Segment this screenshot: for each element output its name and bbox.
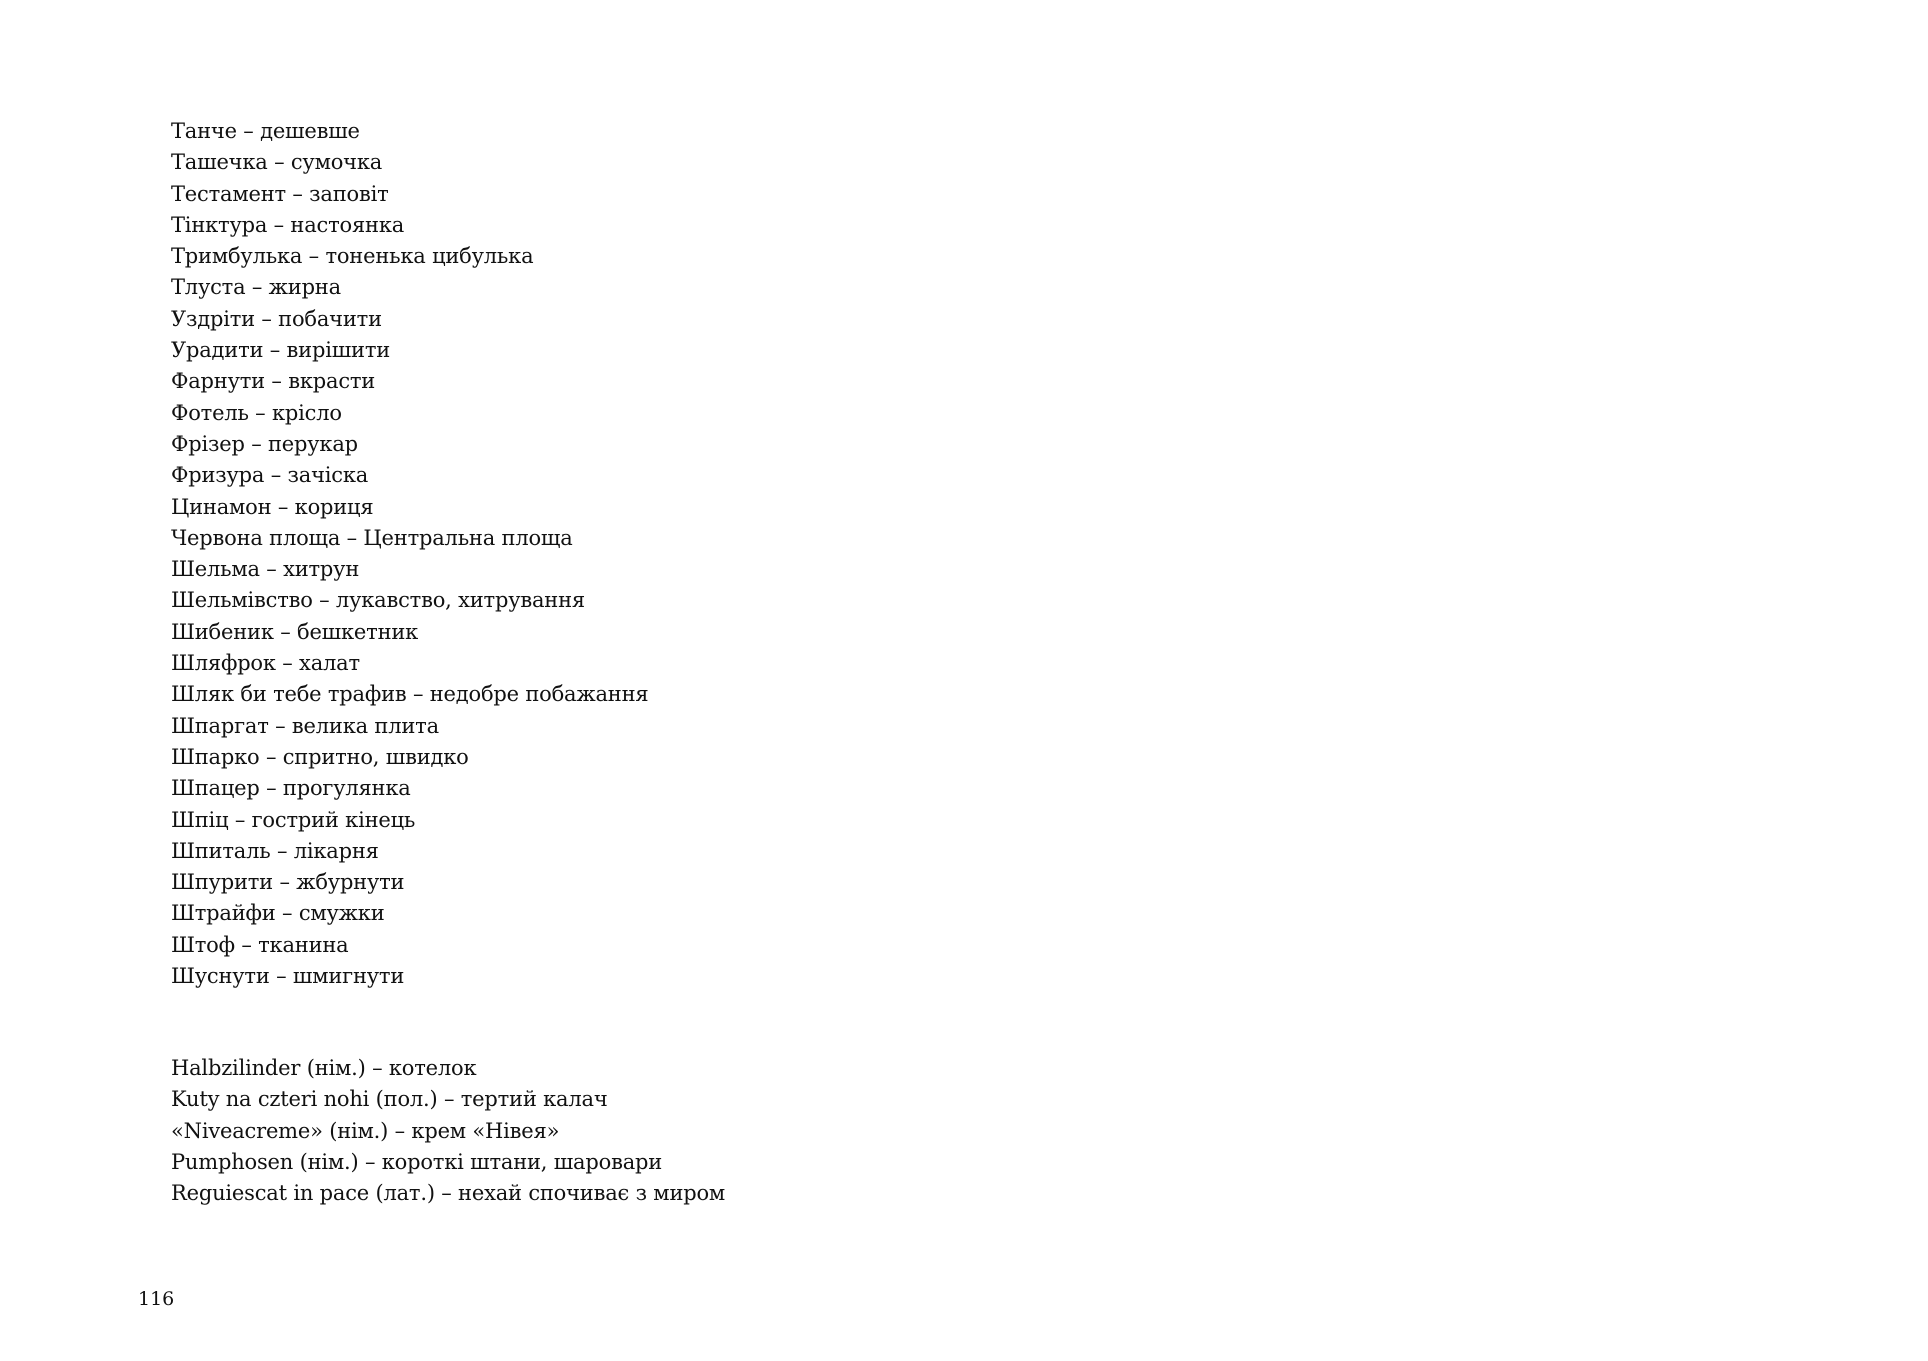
glossary-foreign-entry: Pumphosen (нім.) – короткі штани, шаровари (171, 1149, 663, 1174)
glossary-entry: Шельма – хитрун (171, 557, 360, 582)
glossary-foreign-entry: Reguiescat in pace (лат.) – нехай спочиває з миром (171, 1181, 726, 1206)
glossary-entry: Уздріти – побачити (171, 306, 382, 331)
glossary-entry: Фотель – крісло (171, 400, 342, 425)
glossary-foreign-entry: «Niveacreme» (нім.) – крем «Нівея» (171, 1118, 560, 1143)
glossary-entry: Шпарко – спритно, швидко (171, 744, 469, 769)
glossary-entry: Шпацер – прогулянка (171, 776, 411, 801)
glossary-entry: Тлуста – жирна (171, 275, 341, 300)
glossary-entry: Фризура – зачіска (171, 463, 369, 488)
glossary-entry: Шпиталь – лікарня (171, 838, 379, 863)
glossary-entry: Ташечка – сумочка (171, 150, 383, 175)
glossary-entry: Цинамон – кориця (171, 494, 374, 519)
glossary-entry: Шпаргат – велика плита (171, 713, 439, 738)
glossary-foreign-entry: Halbzilinder (нім.) – котелок (171, 1056, 477, 1080)
glossary-entry: Шуснути – шмигнути (171, 964, 405, 989)
glossary-entry: Танче – дешевше (171, 119, 360, 143)
glossary-entry: Урадити – вирішити (171, 338, 391, 363)
glossary-entry: Шляк би тебе трафив – недобре побажання (171, 682, 649, 707)
glossary-entry: Фрізер – перукар (171, 431, 358, 456)
glossary-entry: Шельмівство – лукавство, хитрування (171, 588, 585, 613)
glossary-entry: Тестамент – заповіт (171, 181, 389, 206)
glossary-entry: Шибеник – бешкетник (171, 619, 419, 644)
glossary-foreign-list (171, 1053, 725, 1209)
glossary-entry: Тримбулька – тоненька цибулька (171, 244, 534, 269)
glossary-entry: Тінктура – настоянка (171, 212, 405, 237)
glossary-foreign-entry: Kuty na czteri nohi (пол.) – тертий калач (171, 1087, 608, 1112)
glossary-entry: Фарнути – вкрасти (171, 369, 376, 394)
glossary-entry: Штрайфи – смужки (171, 901, 385, 926)
glossary-entry: Шпіц – гострий кінець (171, 807, 416, 832)
glossary-main-list (171, 116, 648, 992)
glossary-entry: Шляфрок – халат (171, 651, 360, 676)
glossary-entry: Шпурити – жбурнути (171, 870, 405, 895)
glossary-entry: Штоф – тканина (171, 932, 349, 957)
glossary-entry: Червона площа – Центральна площа (171, 525, 573, 550)
page-number: 116 (138, 1288, 175, 1310)
